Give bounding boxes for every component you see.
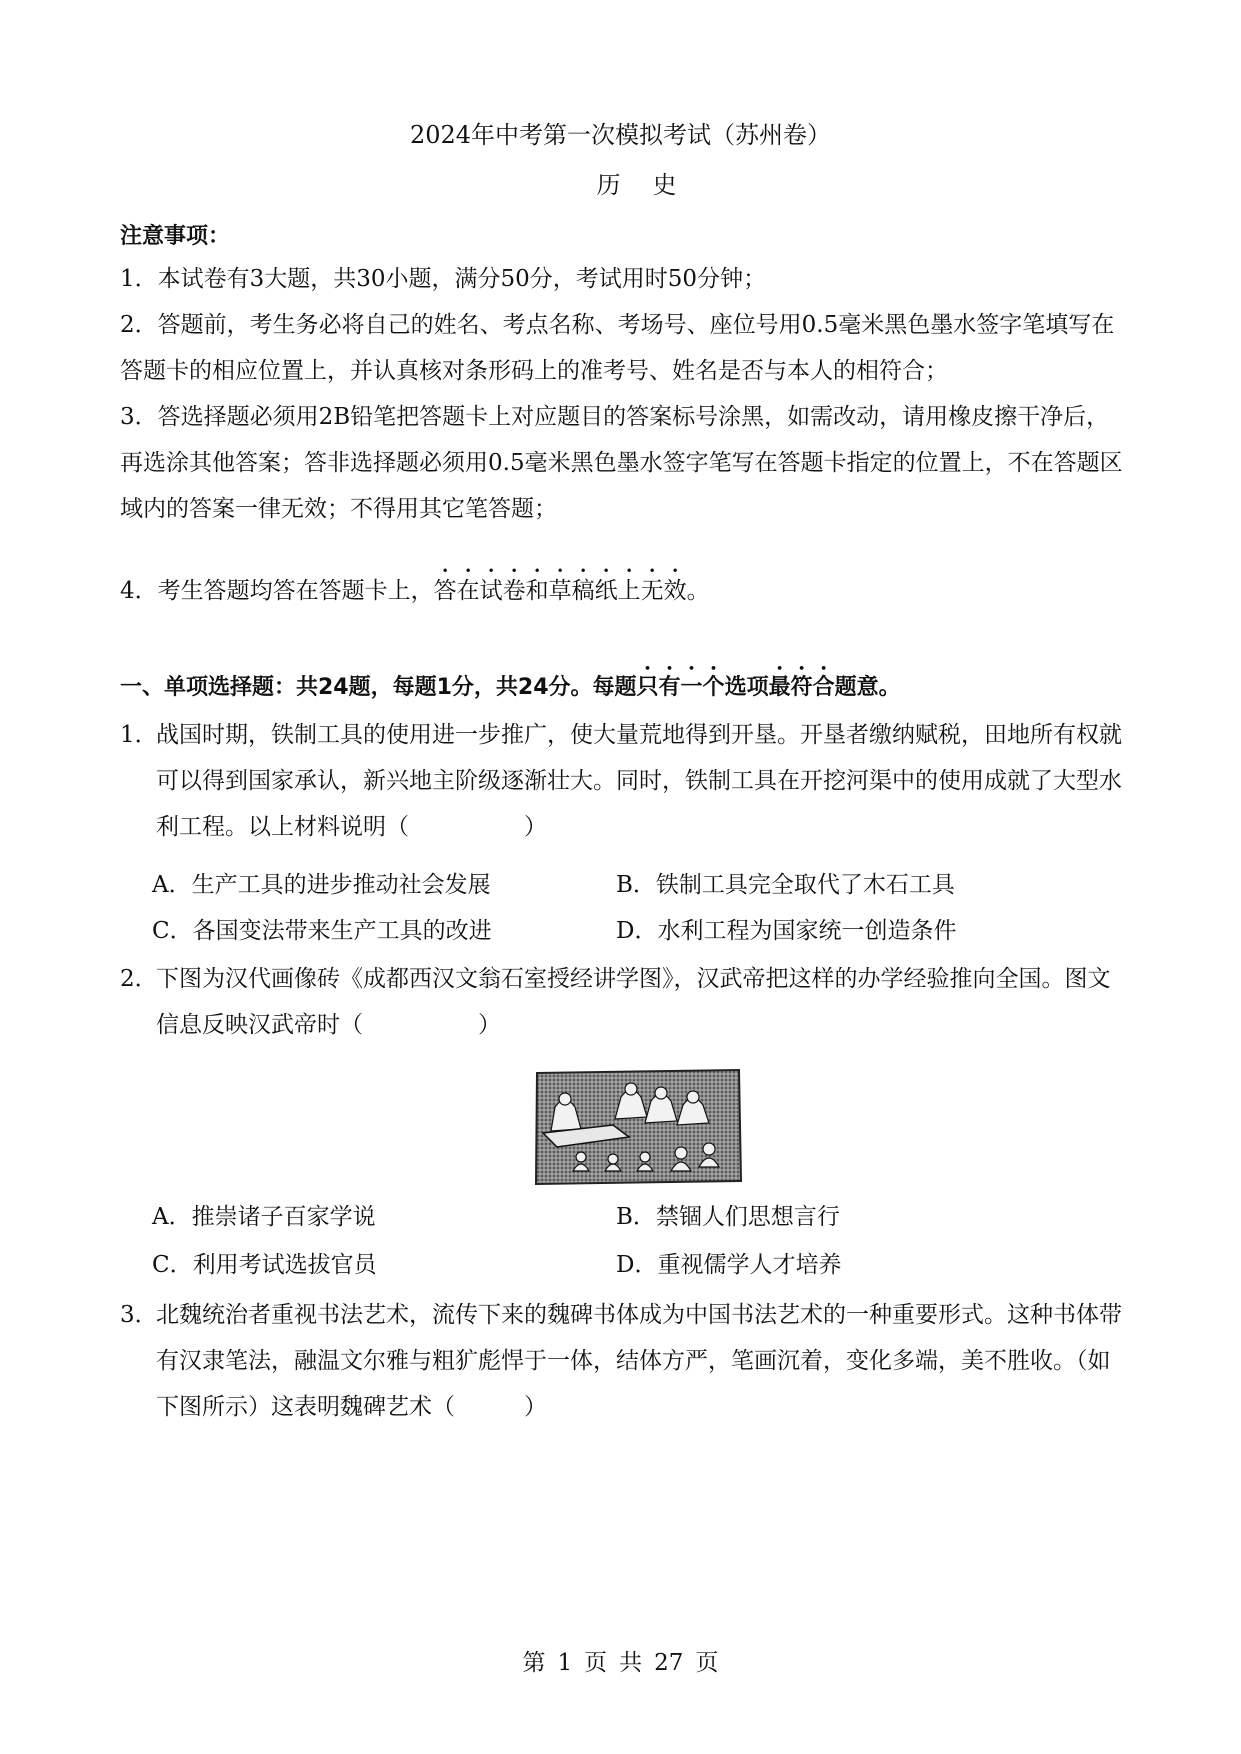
total-pages: 27: [654, 1650, 684, 1676]
question-1: [120, 712, 1130, 850]
footer-page-unit: 页: [584, 1650, 608, 1676]
page-footer: [0, 1648, 1241, 1678]
question-1-option-a: A．生产工具的进步推动社会发展: [152, 872, 491, 898]
notes-heading: 注意事项：: [120, 224, 231, 249]
note-item-4: [120, 564, 1130, 614]
question-number: 3．: [120, 1302, 158, 1328]
question-2-option-c: C．利用考试选拔官员: [152, 1252, 377, 1278]
footer-total-unit: 页: [695, 1650, 719, 1676]
footer-page-label: 第: [522, 1650, 546, 1676]
section-1-title-part: 一、单项选择题：共24题，每题1分，共24分。每题: [120, 675, 637, 700]
question-2-option-a: A．推崇诸子百家学说: [152, 1204, 376, 1230]
question-3: [120, 1292, 1130, 1430]
subject-title: 历史: [596, 171, 709, 199]
question-stem: 战国时期，铁制工具的使用进一步推广，使大量荒地得到开垦。开垦者缴纳赋税，田地所有权就可以得到国家承认，新兴地主阶级逐渐壮大。同时，铁制工具在开挖河渠中的使用成就了大型水利工程。以上材料说明（ ）: [156, 722, 1122, 840]
exam-title: 2024年中考第一次模拟考试（苏州卷）: [409, 121, 832, 149]
section-1-title-emphasis: 只有一个: [636, 675, 725, 700]
question-1-option-c: C．各国变法带来生产工具的改进: [152, 918, 492, 944]
han-brick-image: [533, 1067, 743, 1187]
question-2: [120, 956, 1130, 1048]
section-1-title: [120, 662, 901, 703]
note-item-2: 2．答题前，考生务必将自己的姓名、考点名称、考场号、座位号用0.5毫米黑色墨水签字笔填写在答题卡的相应位置上，并认真核对条形码上的准考号、姓名是否与本人的相符合；: [120, 312, 1115, 384]
question-2-option-b: B．禁锢人们思想言行: [616, 1204, 840, 1230]
note-item-4-suffix: 。: [686, 578, 710, 604]
section-1-title-part: 题意。: [834, 675, 901, 700]
question-stem: 下图为汉代画像砖《成都西汉文翁石室授经讲学图》，汉武帝把这样的办学经验推向全国。图文信息反映汉武帝时（ ）: [156, 966, 1111, 1038]
question-stem: 北魏统治者重视书法艺术，流传下来的魏碑书体成为中国书法艺术的一种重要形式。这种书体带有汉隶笔法，融温文尔雅与粗犷彪悍于一体，结体方严，笔画沉着，变化多端，美不胜收。（如下图所示）这表明魏碑艺术（ ）: [156, 1302, 1122, 1420]
page-number: 1: [557, 1650, 573, 1676]
question-number: 1．: [120, 722, 158, 748]
question-number: 2．: [120, 966, 158, 992]
question-1-option-b: B．铁制工具完全取代了木石工具: [616, 872, 955, 898]
question-1-option-d: D．水利工程为国家统一创造条件: [616, 918, 957, 944]
question-2-option-d: D．重视儒学人才培养: [616, 1252, 842, 1278]
note-item-4-prefix: 4．考生答题均答在答题卡上，: [120, 578, 434, 604]
note-item-1: 1．本试卷有3大题，共30小题，满分50分，考试用时50分钟；: [120, 266, 767, 292]
note-item-3: 3．答选择题必须用2B铅笔把答题卡上对应题目的答案标号涂黑，如需改动，请用橡皮擦干净后，再选涂其他答案；答非选择题必须用0.5毫米黑色墨水签字笔写在答题卡指定的位置上，不在答题区域内的答案一律无效；不得用其它笔答题；: [120, 404, 1123, 522]
note-item-4-emphasis: 答在试卷和草稿纸上无效: [433, 578, 687, 604]
footer-total-label: 共: [619, 1650, 643, 1676]
section-1-title-emphasis: 最符合: [768, 675, 835, 700]
section-1-title-part: 选项: [724, 675, 769, 700]
